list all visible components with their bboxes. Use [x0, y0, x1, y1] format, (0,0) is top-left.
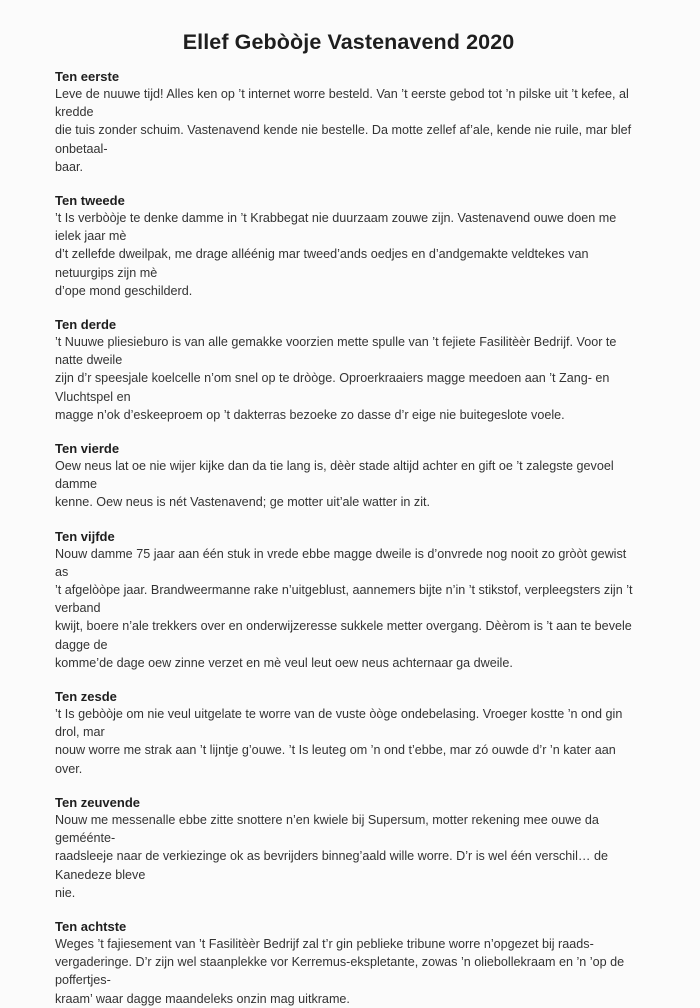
commandment-heading: Ten tweede	[55, 193, 125, 209]
commandment-6	[55, 688, 642, 778]
commandment-heading: Ten vierde	[55, 441, 120, 457]
commandment-8	[55, 918, 642, 1008]
commandment-text: ’t Is gebòòje om nie veul uitgelate te worre van de vuste òòge ondebelasing. Vroeger kostte ’n ond gin drol, mar nouw worre me strak aan ’t lijntje g’ouwe. ’t Is leuteg om ’n ond t’ebbe, mar zó ouwde d’r ’n kater aan over.	[55, 707, 623, 776]
commandment-heading: Ten vijfde	[55, 528, 115, 544]
commandment-1	[55, 68, 642, 176]
commandment-text: ’t Nuuwe pliesieburo is van alle gemakke voorzien mette spulle van ’t fejiete Fasilitèèr Bedrijf. Voor te natte dweile zijn d’r speesjale koelcelle n’om snel op te dròòge. Oproerkraaiers magge meedoen aan ’t Zang- en Vluchtspel en magge n’ok d’eskeeproem op ’t dakterras bezoeke zo dasse d’r eige nie buitegeslote voele.	[55, 335, 617, 422]
commandment-text: Nouw me messenalle ebbe zitte snottere n’en kwiele bij Supersum, motter rekening mee ouwe da geméénte- raadsleeje naar de verkiezinge ok as bevrijders binneg’aald wille worre. D’r is wel één verschil… de Kanedeze bleve nie.	[55, 812, 608, 900]
commandment-3	[55, 316, 642, 424]
commandment-heading: Ten zeuvende	[55, 794, 141, 810]
commandment-5	[55, 528, 642, 672]
commandment-text: Nouw damme 75 jaar aan één stuk in vrede ebbe magge dweile is d’onvrede nog nooit zo gròòt gewist as ’t afgelòòpe jaar. Brandweermanne rake n’uitgeblust, aannemers bijte n’in ’t stikstof, verpleegsters zijn ’t verband kwijt, boere n’ale trekkers over en onderwijzeresse sukkele metter overgang. Dèèrom is ’t aan te bevele dagge de komme’de dage oew zinne verzet en mè veul leut oew neus achternaar ga dweile.	[55, 546, 633, 670]
commandment-heading: Ten zesde	[55, 689, 117, 705]
commandment-4	[55, 440, 642, 512]
commandment-heading: Ten achtste	[55, 918, 127, 934]
commandment-7	[55, 794, 642, 902]
commandment-2	[55, 192, 642, 300]
commandment-heading: Ten derde	[55, 317, 117, 333]
commandment-text: ’t Is verbòòje te denke damme in ’t Krabbegat nie duurzaam zouwe zijn. Vastenavend ouwe doen me ielek jaar mè d’t zellefde dweilpak, me drage alléénig mar tweed’ands oedjes en d’andgemakte veldtekes van netuurgips zijn mè d’ope mond geschilderd.	[55, 211, 617, 298]
commandment-text: Weges ’t fajiesement van ’t Fasilitèèr Bedrijf zal t’r gin peblieke tribune worre n’opgezet bij raads- vergaderinge. D’r zijn wel staanplekke vor Kerremus-ekspletante, zowas ’n oliebollekraam en ’n ’op de poffertjes- kraam’ waar dagge maandeleks onzin mag uitkrame.	[55, 936, 625, 1006]
commandment-text: Oew neus lat oe nie wijer kijke dan da tie lang is, dèèr stade altijd achter en gift oe ’t zalegste gevoel damme kenne. Oew neus is nét Vastenavend; ge motter uit’ale watter in zit.	[55, 459, 614, 510]
commandment-text: Leve de nuuwe tijd! Alles ken op ’t internet worre besteld. Van ’t eerste gebod tot ’n pilske uit ’t kefee, al kredde die tuis zonder schuim. Vastenavend kende nie bestelle. Da motte zellef af’ale, kende nie ruile, mar blef onbetaal- baar.	[55, 87, 632, 174]
document-title: Ellef Gebòòje Vastenavend 2020	[182, 30, 515, 54]
commandment-heading: Ten eerste	[55, 69, 120, 84]
